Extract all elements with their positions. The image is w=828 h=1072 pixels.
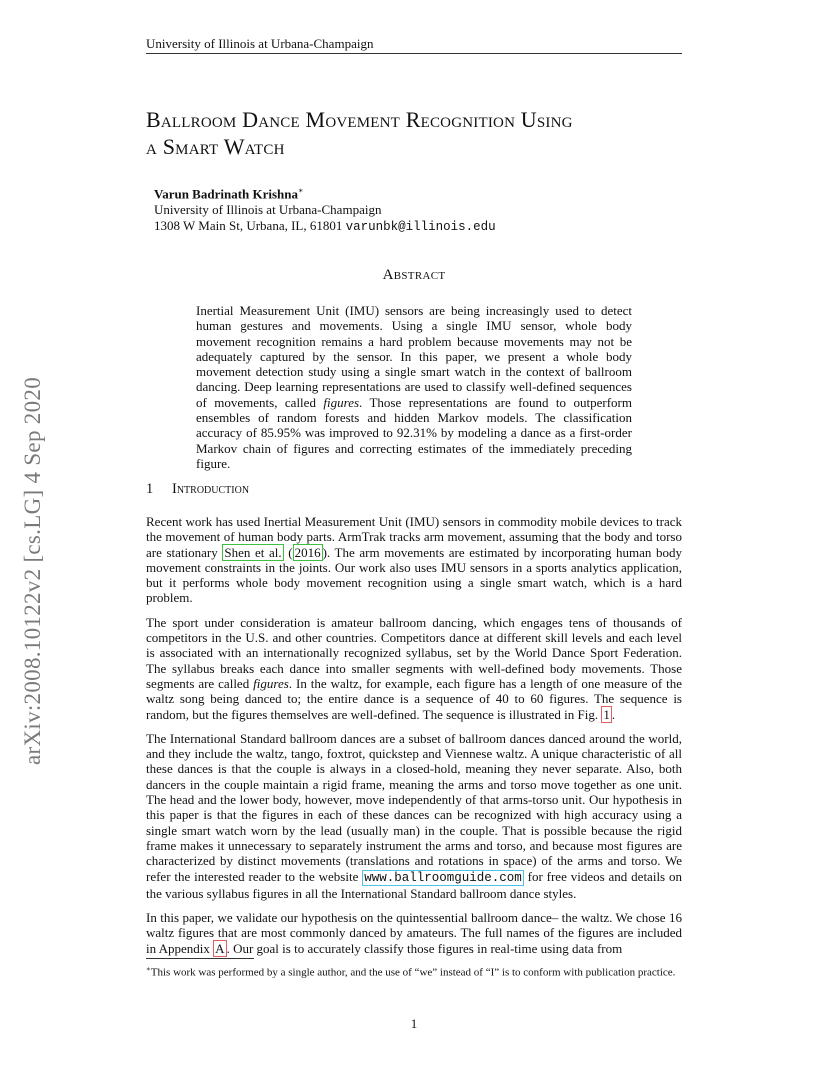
author-name: Varun Badrinath Krishna	[154, 186, 299, 202]
arxiv-identifier: arXiv:2008.10122v2 [cs.LG] 4 Sep 2020	[20, 377, 45, 765]
author-footnote-marker: ∗	[298, 186, 304, 195]
text-run: In this paper, we validate our hypothesis on the quintessential ballroom dance– the waltz. We chose 16 waltz figures that are most commonly danced by amateurs. The full names of the figures are included in Appendix	[146, 910, 682, 956]
page-number: 1	[410, 1016, 418, 1031]
paragraph	[146, 910, 682, 956]
author-institution: University of Illinois at Urbana-Champaign	[154, 202, 382, 218]
text-run: The International Standard ballroom dances are a subset of ballroom dances danced around the world, and they include the waltz, tango, foxtrot, quickstep and Viennese waltz. A unique characteristic of all these dances is that the couple is always in a closed-hold, meaning they never separate. Also, both dancers in the couple maintain a rigid frame, meaning the arms and torso move together as one unit. The head and the lower body, however, move independently of that arms-torso unit. Our hypothesis in this paper is that the figures in each of these dances can be recognized with high accuracy using a single smart watch worn by the lead (usually man) in the couple. That is possible because the rigid frame makes it unnecessary to separately instrument the arms and torso, and because most figures are characterized by distinct movements (translations and rotations in space) of the arms and torso. We refer the interested reader to the website	[146, 730, 682, 884]
title-line-1: Ballroom Dance Movement Recognition Using	[146, 107, 573, 132]
section-title: Introduction	[172, 481, 250, 497]
text-run: Recent work has used Inertial Measurement Unit (IMU) sensors in commodity mobile devices to track the movement of human body parts. ArmTrak tracks arm movement, assuming that the body and torso are stationary	[146, 514, 682, 560]
appendix-ref-link[interactable]: A	[215, 940, 225, 956]
emphasis: figures	[253, 675, 289, 691]
citation-year-link[interactable]: 2016	[294, 544, 321, 560]
author-block	[154, 183, 496, 235]
running-header: University of Illinois at Urbana-Champaign	[146, 36, 374, 51]
text-run: for free videos and details on the various syllabus figures in all the International Standard ballroom dance styles.	[146, 868, 682, 901]
abstract-heading: Abstract	[382, 267, 446, 283]
author-email[interactable]: varunbk@illinois.edu	[345, 220, 496, 235]
text-run: The sport under consideration is amateur ballroom dancing, which engages tens of thousands of competitors in the U.S. and other countries. Competitors dance at different skill levels and each level is associated with an internationally recognized syllabus, set by the World Dance Sport Federation. The syllabus breaks each dance into smaller segments with well-defined body movements. Those segments are called	[146, 614, 682, 691]
section-heading	[146, 481, 249, 498]
text-run: .	[611, 706, 616, 722]
footnote-text: This work was performed by a single author, and the use of “we” instead of “I” is to conform with publication practice.	[150, 966, 676, 979]
figure-ref-link[interactable]: 1	[603, 706, 610, 722]
abstract-text-part: Inertial Measurement Unit (IMU) sensors are being increasingly used to detect human gestures and movements. Using a single IMU sensor, whole body movement recognition remains a hard problem because movements may not be adequately captured by the sensor. In this paper, we present a whole body movement detection study using a single smart watch in the context of ballroom dancing. Deep learning representations are used to classify well-defined sequences of movements, called	[196, 303, 632, 410]
footnote-marker: ∗	[146, 965, 151, 973]
footnote	[146, 962, 682, 980]
text-run: ). The arm movements are estimated by incorporating human body movement constraints in the joints. Our work also uses IMU sensors in a sports analytics application, but it performs whole body movement recognition using a single smart watch, which is a hard problem.	[146, 544, 682, 606]
title-line-2: a Smart Watch	[146, 134, 285, 159]
abstract-text-part: . Those representations are found to outperform ensembles of random forests and hidden Markov models. The classification accuracy of 85.95% was improved to 92.31% by modeling a dance as a first-order Markov chain of figures and correcting estimates of the immediately preceding figure.	[196, 394, 632, 471]
paragraph	[146, 514, 682, 606]
paper-title	[146, 106, 706, 160]
abstract-text	[196, 303, 632, 471]
footnote-rule	[146, 958, 254, 959]
text-run: (	[283, 544, 293, 560]
paragraph	[146, 731, 682, 901]
section-number: 1	[146, 481, 154, 497]
text-run: . In the waltz, for example, each figure has a length of one measure of the waltz song being danced to; the entire dance is a sequence of 40 to 60 figures. The sequence is random, but the figures themselves are well-defined. The sequence is illustrated in Fig.	[146, 675, 682, 722]
author-address: 1308 W Main St, Urbana, IL, 61801	[154, 218, 343, 234]
text-run: . Our goal is to accurately classify those figures in real-time using data from	[226, 940, 623, 956]
citation-link[interactable]: Shen et al.	[224, 544, 282, 560]
abstract-emphasis: figures	[323, 394, 360, 410]
website-link[interactable]: www.ballroomguide.com	[364, 870, 522, 885]
body-text	[146, 514, 682, 965]
paragraph	[146, 615, 682, 722]
header-rule	[146, 53, 682, 54]
